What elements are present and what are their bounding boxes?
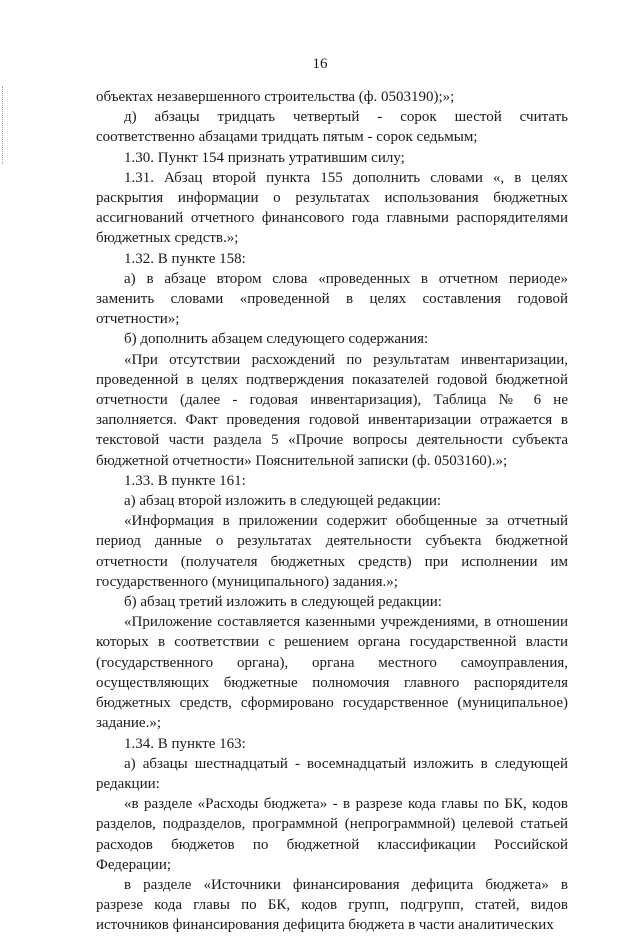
page-number: 16 bbox=[312, 56, 328, 72]
paragraph: 1.30. Пункт 154 признать утратившим силу; bbox=[124, 149, 405, 166]
paragraph: а) абзацы шестнадцатый - восемнадцатый изложить в следующей редакции: bbox=[96, 755, 568, 792]
paragraph: 1.31. Абзац второй пункта 155 дополнить словами «, в целях раскрытия информации о результатах использования бюджетных ассигнований отчетного финансового года главными распорядителями бюджетных средств.»; bbox=[96, 169, 568, 247]
paragraph: объектах незавершенного строительства (ф. 0503190);»; bbox=[96, 89, 455, 105]
paragraph: 1.34. В пункте 163: bbox=[124, 735, 246, 752]
paragraph: д) абзацы тридцать четвертый - сорок шестой считать соответственно абзацами тридцать пятым - сорок седьмым; bbox=[96, 109, 568, 146]
document-body bbox=[96, 87, 568, 936]
scan-edge-mark bbox=[2, 86, 5, 164]
paragraph: в разделе «Источники финансирования дефицита бюджета» в разрезе кода главы по БК, кодов групп, подгрупп, статей, видов источников финансирования дефицита бюджета в части аналитических bbox=[96, 876, 568, 934]
paragraph: а) в абзаце втором слова «проведенных в отчетном периоде» заменить словами «проведенной в целях составления годовой отчетности»; bbox=[96, 270, 568, 328]
paragraph: «в разделе «Расходы бюджета» - в разрезе кода главы по БК, кодов разделов, подразделов, программной (непрограммной) целевой статьей расходов бюджетов по бюджетной классификации Российской Федерации; bbox=[96, 796, 568, 873]
paragraph: 1.33. В пункте 161: bbox=[124, 472, 246, 489]
paragraph: б) дополнить абзацем следующего содержания: bbox=[124, 331, 429, 348]
paragraph: «При отсутствии расхождений по результатам инвентаризации, проведенной в целях подтверждения показателей годовой бюджетной отчетности (далее - годовая инвентаризация), Таблица № 6 не заполняется. Факт проведения годовой инвентаризации отражается в текстовой части раздела 5 «Прочие вопросы деятельности субъекта бюджетной отчетности» Пояснительной записки (ф. 0503160).»; bbox=[96, 351, 568, 469]
paragraph: а) абзац второй изложить в следующей редакции: bbox=[124, 493, 442, 510]
paragraph: 1.32. В пункте 158: bbox=[124, 250, 246, 267]
paragraph: б) абзац третий изложить в следующей редакции: bbox=[124, 594, 442, 611]
paragraph: «Информация в приложении содержит обобщенные за отчетный период данные о результатах деятельности субъекта бюджетной отчетности (получателя бюджетных средств) при исполнении им государственного (муниципального) задания.»; bbox=[96, 513, 568, 590]
paragraph: «Приложение составляется казенными учреждениями, в отношении которых в соответствии с решением органа государственной власти (государственного органа), органа местного самоуправления, осуществляющих бюджетные полномочия главного распорядителя бюджетных средств, сформировано государственное (муниципальное) задание.»; bbox=[96, 614, 568, 732]
